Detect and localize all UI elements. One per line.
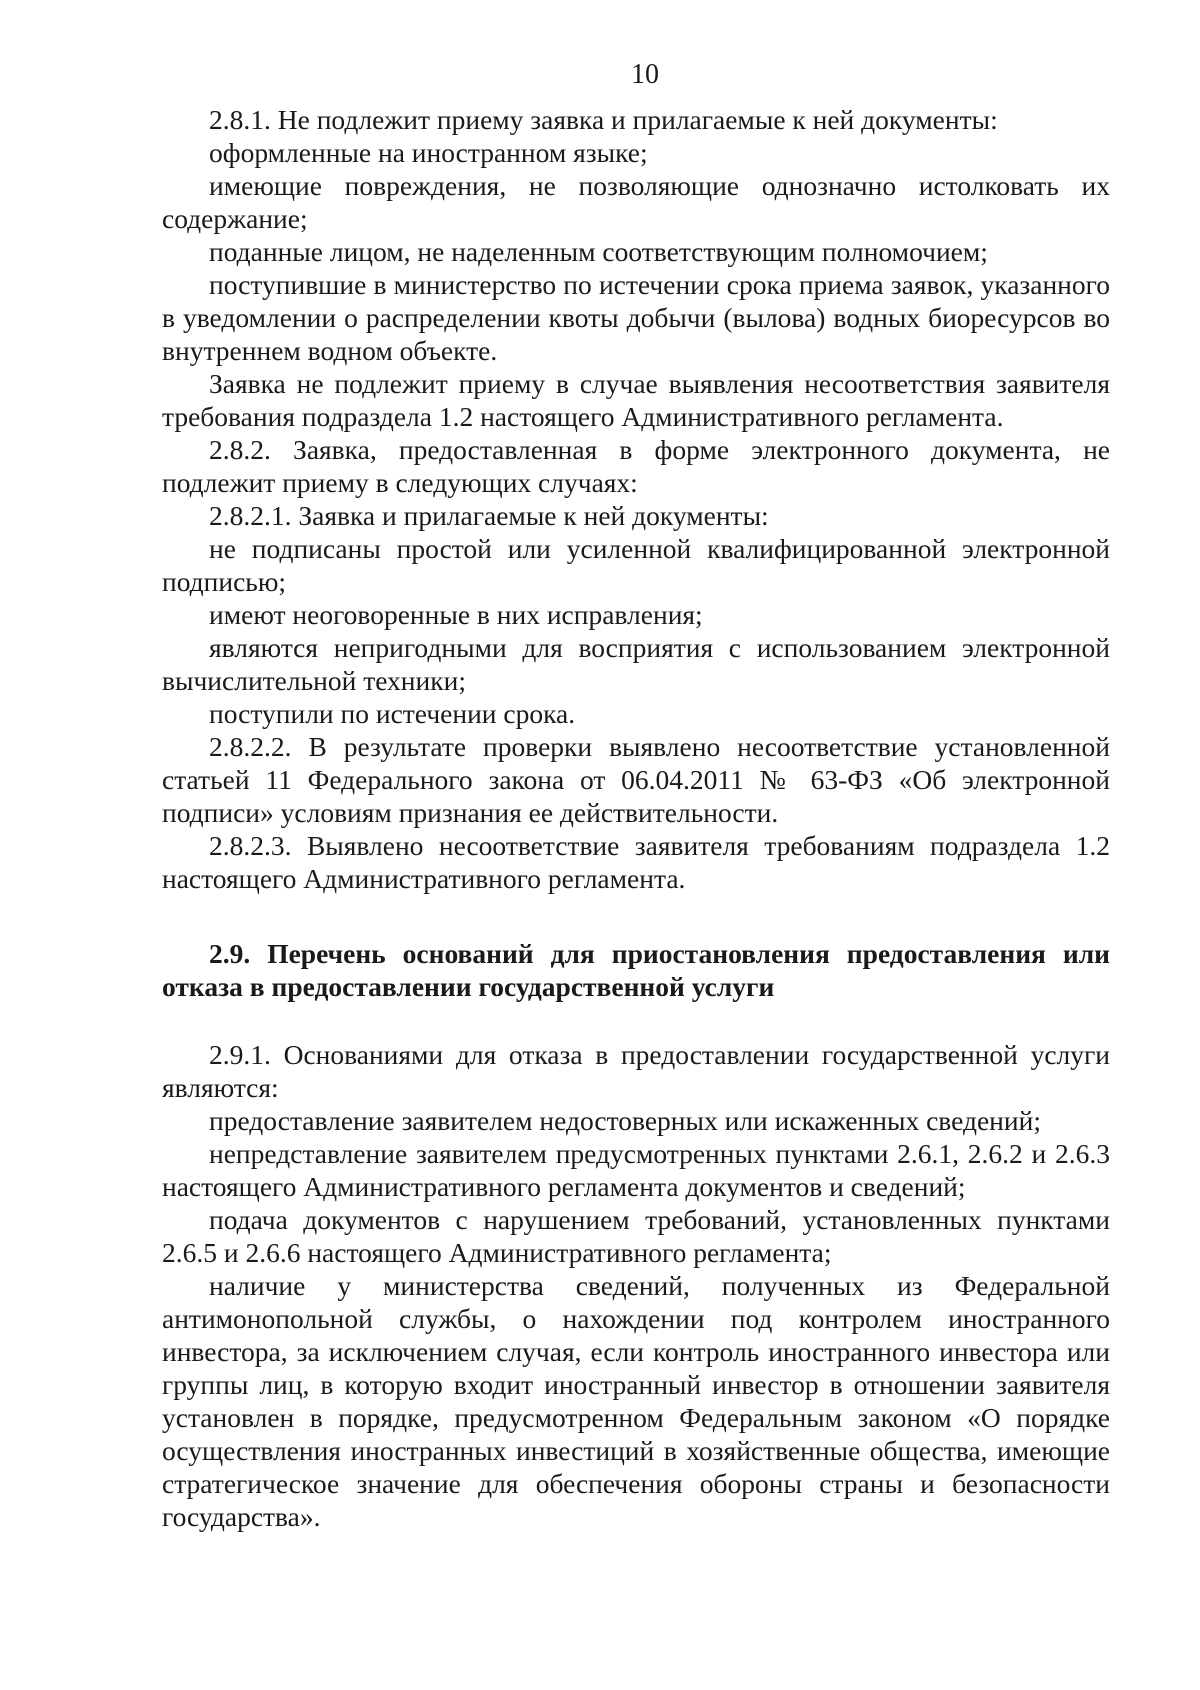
paragraph: оформленные на иностранном языке;	[209, 137, 648, 168]
paragraph: являются непригодными для восприятия с использованием электронной вычислительной техники;	[162, 632, 1110, 696]
paragraph: не подписаны простой или усиленной квалифицированной электронной подписью;	[162, 533, 1110, 597]
paragraph: 2.8.2.1. Заявка и прилагаемые к ней документы:	[209, 500, 769, 531]
paragraph: 2.8.2.2. В результате проверки выявлено несоответствие установленной статьей 11 Федерального закона от 06.04.2011 № 63-ФЗ «Об электронной подписи» условиям признания ее действительности.	[162, 731, 1110, 828]
paragraph: поступившие в министерство по истечении срока приема заявок, указанного в уведомлении о распределении квоты добычи (вылова) водных биоресурсов во внутреннем водном объекте.	[162, 269, 1110, 366]
paragraph: имеющие повреждения, не позволяющие однозначно истолковать их содержание;	[162, 170, 1110, 234]
paragraph: имеют неоговоренные в них исправления;	[209, 599, 703, 630]
paragraph: 2.8.1. Не подлежит приему заявка и прилагаемые к ней документы:	[209, 104, 998, 135]
paragraph: предоставление заявителем недостоверных или искаженных сведений;	[209, 1105, 1041, 1136]
paragraph: 2.8.2. Заявка, предоставленная в форме электронного документа, не подлежит приему в следующих случаях:	[162, 434, 1110, 498]
section-2-8-text	[162, 103, 1110, 895]
paragraph: Заявка не подлежит приему в случае выявления несоответствия заявителя требования подраздела 1.2 настоящего Административного регламента.	[162, 368, 1110, 432]
paragraph: 2.9.1. Основаниями для отказа в предоставлении государственной услуги являются:	[162, 1039, 1110, 1103]
page-number: 10	[631, 59, 659, 90]
section-2-9-text	[162, 1038, 1110, 1533]
paragraph: поступили по истечении срока.	[209, 698, 576, 729]
paragraph: поданные лицом, не наделенным соответствующим полномочием;	[209, 236, 988, 267]
paragraph: подача документов с нарушением требований, установленных пунктами 2.6.5 и 2.6.6 настоящего Административного регламента;	[162, 1204, 1110, 1268]
paragraph: наличие у министерства сведений, полученных из Федеральной антимонопольной службы, о нахождении под контролем иностранного инвестора, за исключением случая, если контроль иностранного инвестора или группы лиц, в которую входит иностранный инвестор в отношении заявителя установлен в порядке, предусмотренном Федеральным законом «О порядке осуществления иностранных инвестиций в хозяйственные общества, имеющие стратегическое значение для обеспечения обороны страны и безопасности государства».	[162, 1270, 1110, 1532]
paragraph: непредставление заявителем предусмотренных пунктами 2.6.1, 2.6.2 и 2.6.3 настоящего Административного регламента документов и сведений;	[162, 1138, 1110, 1202]
section-heading-2-9: 2.9. Перечень оснований для приостановления предоставления или отказа в предоставлении государственной услуги	[162, 938, 1110, 1002]
paragraph: 2.8.2.3. Выявлено несоответствие заявителя требованиям подраздела 1.2 настоящего Административного регламента.	[162, 830, 1110, 894]
